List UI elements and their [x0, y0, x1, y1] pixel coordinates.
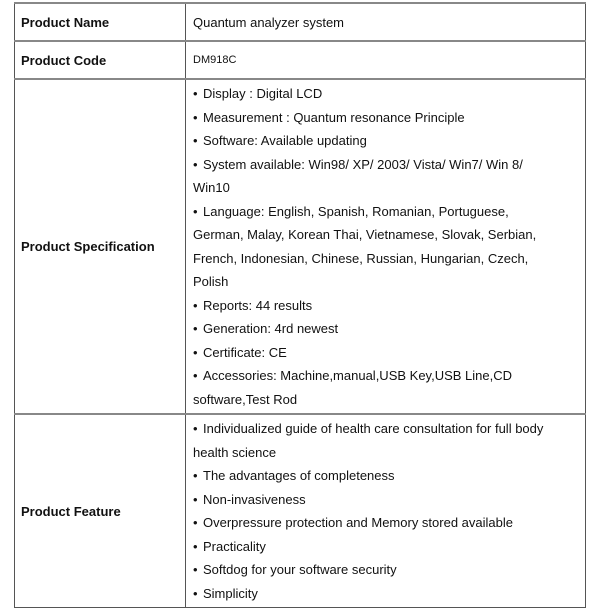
list-item-text: Certificate: CE	[203, 344, 287, 360]
list-item-text: Language: English, Spanish, Romanian, Portuguese, German, Malay, Korean Thai, Vietnamese, Slovak, Serbian, French, Indonesian, Chinese, Russian, Hungarian, Czech, Polish	[193, 203, 537, 289]
label-product-specification: Product Specification	[15, 79, 186, 414]
bullet-icon: •	[193, 538, 198, 554]
list-item	[193, 341, 585, 365]
list-item	[193, 129, 585, 153]
label-product-name: Product Name	[15, 3, 186, 41]
value-product-feature	[186, 414, 586, 608]
label-product-feature: Product Feature	[15, 414, 186, 608]
list-item	[193, 317, 585, 341]
list-item-text: Overpressure protection and Memory stored available	[203, 515, 513, 530]
bullet-icon: •	[193, 562, 198, 577]
bullet-icon: •	[193, 109, 198, 125]
list-item	[193, 535, 585, 559]
row-product-name	[15, 3, 586, 41]
bullet-icon: •	[193, 203, 198, 219]
list-item-text: Measurement : Quantum resonance Principle	[203, 109, 465, 125]
bullet-icon: •	[193, 86, 198, 101]
list-item-text: Reports: 44 results	[203, 297, 313, 313]
list-item	[193, 364, 533, 411]
bullet-icon: •	[193, 468, 198, 483]
list-item	[193, 294, 585, 318]
list-item-text: System available: Win98/ XP/ 2003/ Vista/ Win7/ Win 8/ Win10	[193, 156, 523, 195]
bullet-icon: •	[193, 321, 198, 336]
bullet-icon: •	[193, 133, 198, 148]
bullet-icon: •	[193, 421, 198, 436]
label-product-code: Product Code	[15, 41, 186, 79]
bullet-icon: •	[193, 156, 198, 172]
list-item	[193, 582, 585, 606]
list-item-text: Softdog for your software security	[203, 562, 397, 577]
bullet-icon: •	[193, 491, 198, 507]
list-item-text: Accessories: Machine,manual,USB Key,USB Line,CD software,Test Rod	[193, 368, 512, 407]
list-item-text: Simplicity	[203, 585, 258, 601]
feature-list	[193, 415, 585, 607]
list-item-text: Non-invasiveness	[203, 491, 306, 507]
list-item	[193, 106, 585, 130]
row-product-code	[15, 41, 586, 79]
list-item	[193, 511, 585, 535]
list-item-text: Display : Digital LCD	[203, 86, 323, 101]
list-item-text: The advantages of completeness	[203, 468, 395, 483]
value-product-code: DM918C	[186, 41, 586, 79]
list-item-text: Practicality	[203, 538, 266, 554]
bullet-icon: •	[193, 344, 198, 360]
bullet-icon: •	[193, 585, 198, 601]
row-product-specification	[15, 79, 586, 414]
bullet-icon: •	[193, 515, 198, 530]
list-item	[193, 200, 553, 294]
bullet-icon: •	[193, 297, 198, 313]
list-item-text: Individualized guide of health care consultation for full body health science	[193, 421, 544, 460]
list-item	[193, 417, 563, 464]
list-item-text: Generation: 4rd newest	[203, 321, 339, 336]
row-product-feature	[15, 414, 586, 608]
bullet-icon: •	[193, 368, 198, 383]
list-item	[193, 153, 553, 200]
specification-list	[193, 80, 585, 413]
product-info-table	[14, 2, 586, 608]
list-item	[193, 488, 585, 512]
list-item	[193, 558, 585, 582]
value-product-name: Quantum analyzer system	[186, 3, 586, 41]
list-item	[193, 82, 585, 106]
list-item	[193, 464, 585, 488]
value-product-specification	[186, 79, 586, 414]
list-item-text: Software: Available updating	[203, 133, 367, 148]
